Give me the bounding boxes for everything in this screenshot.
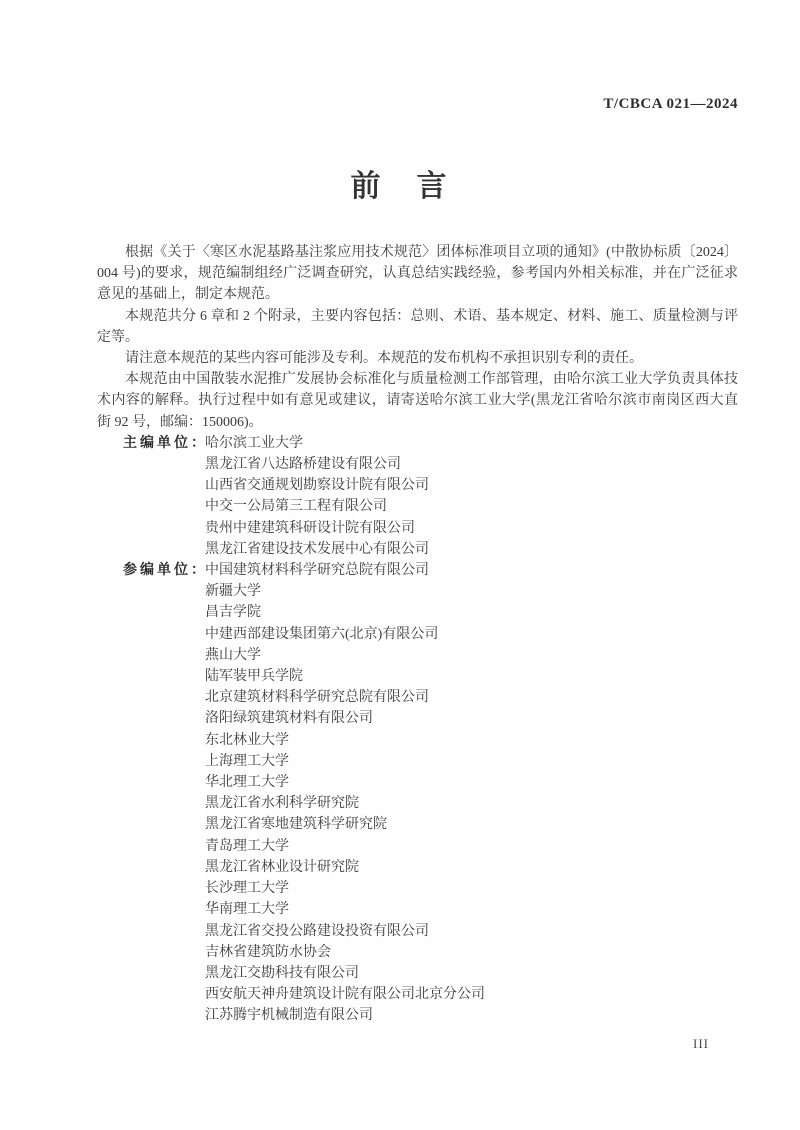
- paragraph-line: 本规范共分 6 章和 2 个附录，主要内容包括：总则、术语、基本规定、材料、施工、质量检测与评: [125, 308, 738, 324]
- paragraph-line: 街 92 号，邮编：150006)。: [97, 414, 263, 430]
- unit-name: 黑龙江省八达路桥建设有限公司: [205, 457, 401, 473]
- paragraph-line: 请注意本规范的某些内容可能涉及专利。本规范的发布机构不承担识别专利的责任。: [125, 351, 643, 367]
- unit-name: 黑龙江省水利科学研究院: [205, 796, 359, 812]
- unit-name: 黑龙江交勘科技有限公司: [205, 965, 359, 981]
- unit-name: 黑龙江省寒地建筑科学研究院: [205, 817, 387, 833]
- unit-name: 燕山大学: [205, 647, 261, 663]
- chief-editor-section: [97, 433, 738, 560]
- unit-name: 北京建筑材料科学研究总院有限公司: [205, 690, 429, 706]
- paragraph-line: 004 号)的要求，规范编制组经广泛调查研究，认真总结实践经验，参考国内外相关标准，并在广泛征求: [97, 266, 738, 282]
- unit-name: 青岛理工大学: [205, 838, 289, 854]
- unit-name: 昌吉学院: [205, 605, 261, 621]
- unit-name: 贵州中建建筑科研设计院有限公司: [205, 520, 415, 536]
- unit-name: 哈尔滨工业大学: [205, 435, 303, 451]
- paragraph-line: 定等。: [97, 329, 139, 345]
- unit-name: 华南理工大学: [205, 902, 289, 918]
- unit-name: 中国建筑材料科学研究总院有限公司: [205, 563, 429, 579]
- unit-name: 中建西部建设集团第六(北京)有限公司: [205, 626, 439, 642]
- unit-name: 长沙理工大学: [205, 881, 289, 897]
- page-title: 前 言: [350, 170, 450, 203]
- unit-name: 吉林省建筑防水协会: [205, 944, 331, 960]
- chief-editor-label: 主编单位：: [123, 435, 208, 451]
- paragraph-line: 本规范由中国散装水泥推广发展协会标准化与质量检测工作部管理，由哈尔滨工业大学负责具体技: [125, 372, 738, 388]
- foreword-paragraphs: [97, 242, 738, 433]
- unit-name: 山西省交通规划勘察设计院有限公司: [205, 478, 429, 494]
- unit-name: 黑龙江省交投公路建设投资有限公司: [205, 923, 429, 939]
- unit-name: 新疆大学: [205, 584, 261, 600]
- unit-name: 江苏腾宇机械制造有限公司: [205, 1008, 373, 1024]
- foreword-content: [97, 242, 738, 1027]
- unit-name: 洛阳绿筑建筑材料有限公司: [205, 711, 373, 727]
- page-number: III: [693, 1036, 709, 1051]
- chief-editor-list: [205, 433, 738, 560]
- paragraph-line: 意见的基础上，制定本规范。: [97, 287, 279, 303]
- unit-name: 陆军装甲兵学院: [205, 669, 303, 685]
- participating-editor-label: 参编单位：: [123, 563, 208, 579]
- unit-name: 黑龙江省林业设计研究院: [205, 859, 359, 875]
- paragraph-line: 根据《关于〈寒区水泥基路基注浆应用技术规范〉团体标准项目立项的通知》(中散协标质〔2024〕: [125, 245, 738, 260]
- participating-editor-section: [97, 560, 738, 1026]
- standard-code: T/CBCA 021—2024: [603, 96, 738, 112]
- unit-name: 黑龙江省建设技术发展中心有限公司: [205, 541, 429, 557]
- participating-editor-list: [205, 560, 738, 1026]
- unit-name: 中交一公局第三工程有限公司: [205, 499, 387, 515]
- unit-name: 东北林业大学: [205, 732, 289, 748]
- unit-name: 上海理工大学: [205, 753, 289, 769]
- unit-name: 华北理工大学: [205, 775, 289, 791]
- unit-name: 西安航天神舟建筑设计院有限公司北京分公司: [205, 987, 485, 1003]
- paragraph-line: 术内容的解释。执行过程中如有意见或建议，请寄送哈尔滨工业大学(黑龙江省哈尔滨市南岗区西大直: [97, 393, 738, 409]
